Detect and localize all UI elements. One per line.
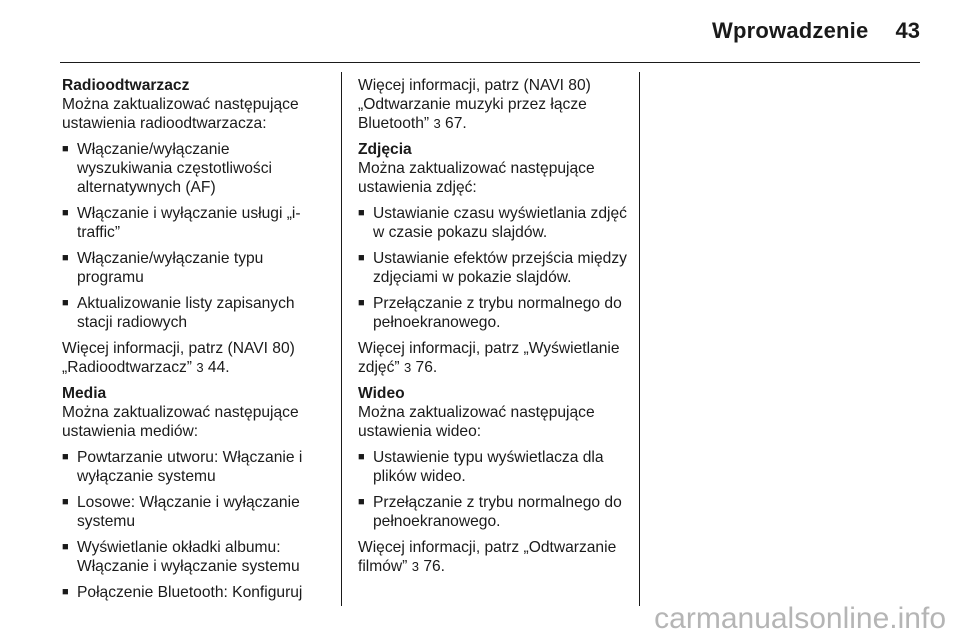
cross-reference-arrow-icon: 3 <box>433 116 441 131</box>
cross-reference-radio[interactable] <box>62 339 320 377</box>
watermark: carmanualsonline.info <box>654 602 946 635</box>
column-left <box>62 76 320 602</box>
section-heading-radio: Radioodtwarzacz <box>62 77 190 94</box>
section-heading-video: Wideo <box>358 385 405 402</box>
section-radio <box>62 76 320 377</box>
section-intro-media: Można zaktualizować następujące ustawienia mediów: <box>62 404 299 440</box>
cross-reference-arrow-icon: 3 <box>196 360 204 375</box>
cross-reference-text: Więcej informacji, patrz (NAVI 80) „Odtwarzanie muzyki przez łącze Bluetooth” <box>358 77 591 132</box>
bullet-list-video <box>358 448 628 531</box>
cross-reference-arrow-icon: 3 <box>411 559 419 574</box>
cross-reference-text: Więcej informacji, patrz „Odtwarzanie filmów” <box>358 539 617 575</box>
bullet-list-media <box>62 448 320 602</box>
cross-reference-video[interactable] <box>358 538 628 576</box>
section-video <box>358 384 628 576</box>
section-heading-photos: Zdjęcia <box>358 141 412 158</box>
column-divider-left <box>341 72 342 606</box>
bullet-list-photos <box>358 204 628 332</box>
list-item: ■ Powtarzanie utworu: Włączanie i wyłączanie systemu <box>62 448 320 486</box>
section-photos <box>358 140 628 377</box>
cross-reference-page: 67. <box>445 115 467 132</box>
section-intro-video: Można zaktualizować następujące ustawienia wideo: <box>358 404 595 440</box>
list-item: ■ Ustawienie typu wyświetlacza dla plików wideo. <box>358 448 628 486</box>
section-intro-photos: Można zaktualizować następujące ustawienia zdjęć: <box>358 160 595 196</box>
cross-reference-text: Więcej informacji, patrz (NAVI 80) „Radioodtwarzacz” <box>62 340 295 376</box>
list-item: ■ Przełączanie z trybu normalnego do pełnoekranowego. <box>358 493 628 531</box>
list-item: ■ Wyświetlanie okładki albumu: Włączanie i wyłączanie systemu <box>62 538 320 576</box>
cross-reference-page: 76. <box>415 359 438 376</box>
list-item: ■ Połączenie Bluetooth: Konfiguruj <box>62 583 320 602</box>
cross-reference-page: 44. <box>207 359 230 376</box>
list-item: ■ Aktualizowanie listy zapisanych stacji radiowych <box>62 294 320 332</box>
list-item: ■ Włączanie/wyłączanie wyszukiwania częstotliwości alternatywnych (AF) <box>62 140 320 197</box>
cross-reference-bluetooth[interactable] <box>358 76 628 133</box>
page-title: Wprowadzenie <box>712 18 869 43</box>
page-number: 43 <box>895 18 920 43</box>
column-middle <box>358 76 628 583</box>
list-item: ■ Przełączanie z trybu normalnego do pełnoekranowego. <box>358 294 628 332</box>
cross-reference-photos[interactable] <box>358 339 628 377</box>
cross-reference-arrow-icon: 3 <box>403 360 412 375</box>
list-item: ■ Losowe: Włączanie i wyłączanie systemu <box>62 493 320 531</box>
bullet-list-radio <box>62 140 320 332</box>
list-item: ■ Ustawianie efektów przejścia między zdjęciami w pokazie slajdów. <box>358 249 628 287</box>
column-divider-right <box>639 72 640 606</box>
cross-reference-text: Więcej informacji, patrz „Wyświetlanie zdjęć” <box>358 340 620 376</box>
list-item: ■ Włączanie/wyłączanie typu programu <box>62 249 320 287</box>
section-intro-radio: Można zaktualizować następujące ustawienia radioodtwarzacza: <box>62 96 299 132</box>
section-heading-media: Media <box>62 385 107 402</box>
section-media <box>62 384 320 602</box>
cross-reference-page: 76. <box>423 558 445 575</box>
header-divider <box>60 62 920 63</box>
list-item: ■ Ustawianie czasu wyświetlania zdjęć w czasie pokazu slajdów. <box>358 204 628 242</box>
list-item: ■ Włączanie i wyłączanie usługi „i-traffic” <box>62 204 320 242</box>
